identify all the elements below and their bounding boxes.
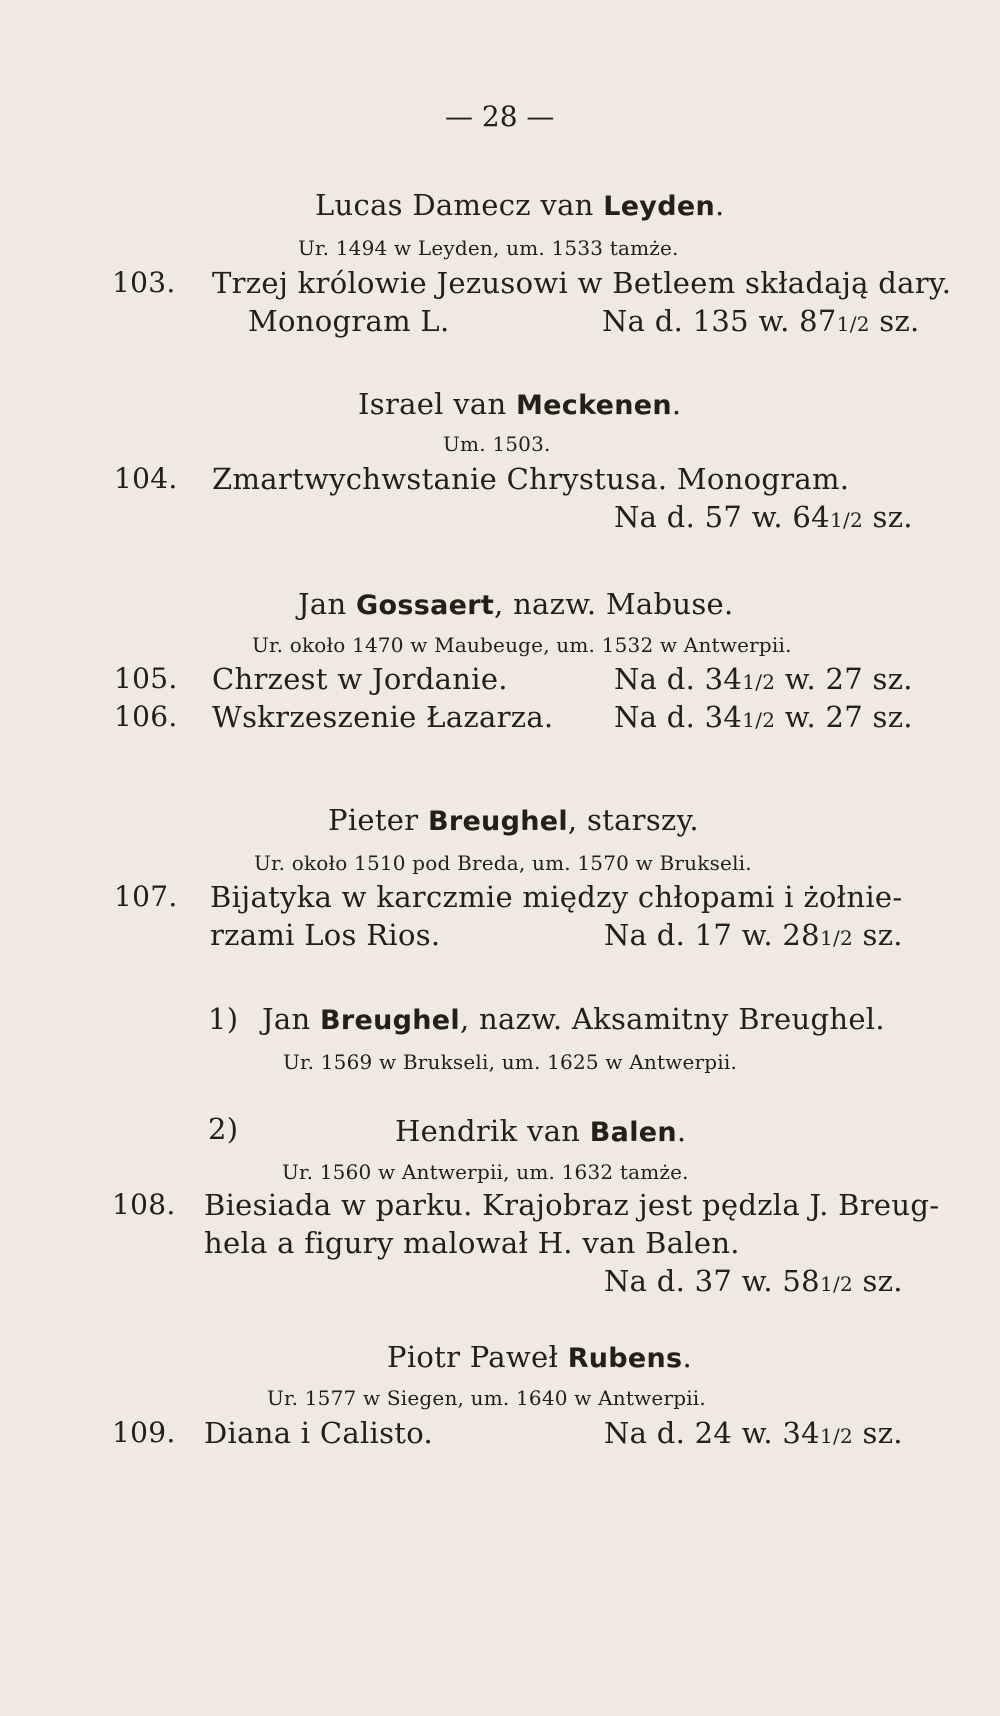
artist-name-suffix: . bbox=[676, 1114, 687, 1148]
price-unit: sz. bbox=[869, 304, 920, 338]
artist-bio: Ur. 1494 w Leyden, um. 1533 tamże. bbox=[298, 236, 679, 260]
entry-title: Diana i Calisto. bbox=[204, 1416, 434, 1450]
artist-name-suffix: . bbox=[714, 188, 725, 222]
price-fraction: 1/2 bbox=[829, 508, 864, 532]
price-unit: w. 27 sz. bbox=[775, 662, 913, 696]
entry-price bbox=[614, 500, 913, 534]
entry-title-continued: hela a figury malował H. van Balen. bbox=[204, 1226, 740, 1260]
price-text: Na d. 24 w. 34 bbox=[604, 1416, 820, 1450]
artist-name-prefix: Jan bbox=[298, 587, 357, 621]
artist-surname: Rubens bbox=[567, 1343, 683, 1374]
artist-name-prefix: Jan bbox=[262, 1002, 321, 1036]
artist-name-suffix: , starszy. bbox=[567, 803, 699, 837]
artist-heading bbox=[328, 803, 699, 837]
artist-bio: Ur. około 1510 pod Breda, um. 1570 w Brukseli. bbox=[254, 851, 752, 875]
footnote-marker: 2) bbox=[208, 1112, 239, 1146]
artist-bio: Ur. 1569 w Brukseli, um. 1625 w Antwerpii. bbox=[283, 1050, 738, 1074]
price-fraction: 1/2 bbox=[819, 1272, 854, 1296]
artist-name-prefix: Israel van bbox=[358, 387, 517, 421]
entry-title-continued: rzami Los Rios. bbox=[210, 918, 441, 952]
price-unit: sz. bbox=[853, 1264, 903, 1298]
artist-bio: Um. 1503. bbox=[443, 432, 551, 456]
price-text: Na d. 135 w. 87 bbox=[602, 304, 837, 338]
entry-number: 107. bbox=[114, 880, 178, 913]
entry-number: 106. bbox=[114, 700, 178, 733]
entry-price bbox=[614, 662, 913, 696]
price-fraction: 1/2 bbox=[742, 708, 776, 732]
entry-title: Wskrzeszenie Łazarza. bbox=[212, 700, 554, 734]
entry-number: 108. bbox=[112, 1188, 176, 1221]
artist-heading bbox=[358, 387, 681, 421]
page-number: — 28 — bbox=[445, 100, 555, 133]
artist-surname: Gossaert bbox=[356, 590, 495, 621]
artist-surname: Meckenen bbox=[516, 390, 672, 421]
artist-surname: Breughel bbox=[320, 1005, 460, 1036]
artist-name-suffix: . bbox=[671, 387, 682, 421]
entry-title: Trzej królowie Jezusowi w Betleem składają dary. bbox=[212, 266, 952, 300]
price-fraction: 1/2 bbox=[819, 1424, 854, 1448]
footnote-marker: 1) bbox=[208, 1002, 239, 1036]
artist-heading bbox=[395, 1114, 686, 1148]
artist-name-prefix: Lucas Damecz van bbox=[315, 188, 604, 222]
price-unit: sz. bbox=[853, 1416, 903, 1450]
entry-title: Bijatyka w karczmie między chłopami i żołnie- bbox=[210, 880, 903, 914]
price-text: Na d. 34 bbox=[614, 662, 743, 696]
entry-number: 104. bbox=[114, 462, 178, 495]
price-unit: w. 27 sz. bbox=[775, 700, 913, 734]
entry-title: Chrzest w Jordanie. bbox=[212, 662, 508, 696]
entry-price bbox=[604, 918, 903, 952]
artist-bio: Ur. około 1470 w Maubeuge, um. 1532 w Antwerpii. bbox=[252, 633, 792, 657]
entry-number: 103. bbox=[112, 266, 176, 299]
price-fraction: 1/2 bbox=[742, 670, 776, 694]
price-text: Na d. 17 w. 28 bbox=[604, 918, 820, 952]
artist-surname: Balen bbox=[589, 1117, 677, 1148]
entry-title: Zmartwychwstanie Chrystusa. Monogram. bbox=[212, 462, 850, 496]
price-text: Na d. 37 w. 58 bbox=[604, 1264, 820, 1298]
artist-heading bbox=[298, 587, 734, 621]
artist-name-prefix: Piotr Paweł bbox=[387, 1340, 568, 1374]
entry-number: 109. bbox=[112, 1416, 176, 1449]
entry-title: Biesiada w parku. Krajobraz jest pędzla J. Breug- bbox=[204, 1188, 940, 1222]
price-fraction: 1/2 bbox=[819, 926, 854, 950]
price-unit: sz. bbox=[863, 500, 913, 534]
entry-price bbox=[614, 700, 913, 734]
entry-price bbox=[604, 1264, 903, 1298]
price-unit: sz. bbox=[853, 918, 903, 952]
artist-name-prefix: Pieter bbox=[328, 803, 428, 837]
price-text: Na d. 57 w. 64 bbox=[614, 500, 830, 534]
entry-number: 105. bbox=[114, 662, 178, 695]
artist-surname: Breughel bbox=[427, 806, 568, 837]
artist-name-prefix: Hendrik van bbox=[395, 1114, 590, 1148]
artist-surname: Leyden bbox=[603, 191, 715, 222]
artist-heading bbox=[262, 1002, 885, 1036]
artist-name-suffix: . bbox=[682, 1340, 692, 1374]
artist-name-suffix: , nazw. Mabuse. bbox=[494, 587, 734, 621]
entry-price bbox=[602, 304, 920, 338]
entry-price bbox=[604, 1416, 903, 1450]
artist-heading bbox=[387, 1340, 692, 1374]
artist-bio: Ur. 1577 w Siegen, um. 1640 w Antwerpii. bbox=[267, 1386, 706, 1410]
artist-bio: Ur. 1560 w Antwerpii, um. 1632 tamże. bbox=[282, 1160, 689, 1184]
entry-title-continued: Monogram L. bbox=[248, 304, 450, 338]
price-text: Na d. 34 bbox=[614, 700, 743, 734]
artist-name-suffix: , nazw. Aksamitny Breughel. bbox=[459, 1002, 885, 1036]
artist-heading bbox=[315, 188, 725, 222]
price-fraction: 1/2 bbox=[836, 312, 870, 336]
